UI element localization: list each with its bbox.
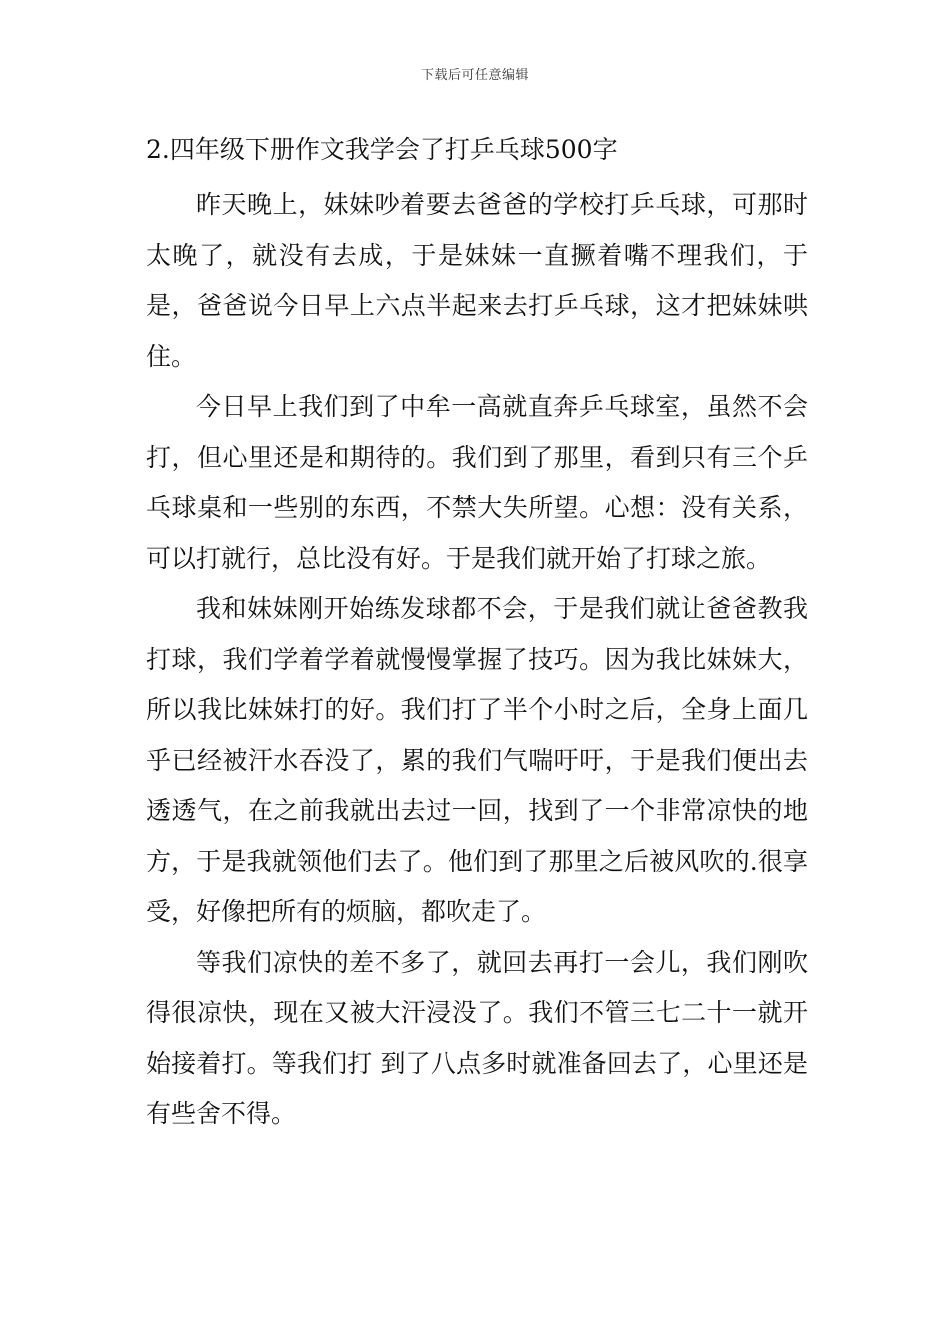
paragraph-2: 今日早上我们到了中牟一高就直奔乒乓球室，虽然不会打，但心里还是和期待的。我们到了那里，看到只有三个乒乓球桌和一些别的东西，不禁大失所望。心想：没有关系，可以打就行，总比没有好。于是我们就开始了打球之旅。 bbox=[146, 392, 808, 573]
header-note: 下载后可任意编辑 bbox=[420, 68, 529, 83]
document-body bbox=[146, 132, 808, 1140]
paragraph-3: 我和妹妹刚开始练发球都不会，于是我们就让爸爸教我打球，我们学着学着就慢慢掌握了技巧。因为我比妹妹大，所以我比妹妹打的好。我们打了半个小时之后，全身上面几乎已经被汗水吞没了，累的我们气喘吁吁，于是我们便出去透透气，在之前我就出去过一回，找到了一个非常凉快的地方，于是我就领他们去了。他们到了那里之后被风吹的.很享受，好像把所有的烦脑，都吹走了。 bbox=[146, 594, 808, 926]
paragraph-1: 昨天晚上，妹妹吵着要去爸爸的学校打乒乓球，可那时太晚了，就没有去成，于是妹妹一直撅着嘴不理我们，于是，爸爸说今日早上六点半起来去打乒乓球，这才把妹妹哄住。 bbox=[146, 190, 808, 371]
document-title: 2.四年级下册作文我学会了打乒乓球500字 bbox=[146, 135, 618, 164]
paragraph-4: 等我们凉快的差不多了，就回去再打一会儿，我们刚吹得很凉快，现在又被大汗浸没了。我们不管三七二十一就开始接着打。等我们打 到了八点多时就准备回去了，心里还是有些舍不得。 bbox=[146, 947, 808, 1128]
